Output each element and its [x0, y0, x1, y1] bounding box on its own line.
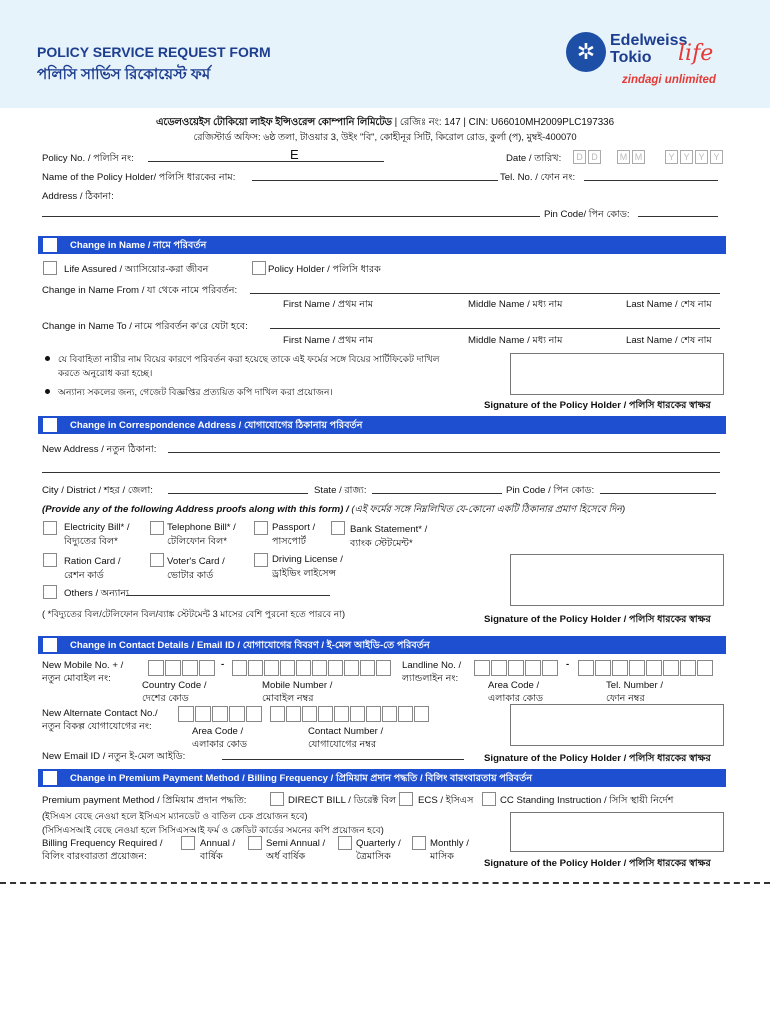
signature-box-address[interactable]	[510, 554, 724, 606]
signature-label: Signature of the Policy Holder / পলিসি ধারকের স্বাক্ষর	[484, 614, 711, 625]
policy-no-field[interactable]	[148, 161, 384, 162]
bullet	[45, 356, 50, 361]
section-change-address: Change in Correspondence Address / যোগাযোগের ঠিকানায় পরিবর্তন	[38, 416, 726, 434]
payment-method-label: Premium payment Method / প্রিমিয়াম প্রদান পদ্ধতি:	[42, 795, 247, 806]
name-to-field[interactable]	[270, 328, 720, 329]
state-field[interactable]	[372, 493, 502, 494]
change-premium-checkbox[interactable]	[43, 771, 57, 785]
name-to-label: Change in Name To / নামে পরিবর্তন ক'রে যেটা হবে:	[42, 321, 248, 332]
policy-holder-checkbox[interactable]	[252, 261, 266, 275]
driving-license-checkbox[interactable]	[254, 553, 268, 567]
electricity-bill-checkbox[interactable]	[43, 521, 57, 535]
change-contact-checkbox[interactable]	[43, 638, 57, 652]
monthly-checkbox[interactable]	[412, 836, 426, 850]
annual-checkbox[interactable]	[181, 836, 195, 850]
section-change-premium: Change in Premium Payment Method / Billing Frequency / প্রিমিয়াম প্রদান পদ্ধতি / বিলিং বারংবারতায় পরিবর্তন	[38, 769, 726, 787]
address-label: Address / ঠিকানা:	[42, 191, 114, 202]
city-label: City / District / শহর / জেলা:	[42, 485, 153, 496]
new-address-field-2[interactable]	[42, 472, 720, 473]
email-field[interactable]	[222, 759, 464, 760]
tel-no-label: Tel. No. / ফোন নং:	[500, 172, 576, 183]
pin-code-field[interactable]	[638, 216, 718, 217]
date-label: Date / তারিখ:	[506, 153, 562, 164]
signature-box-name[interactable]	[510, 353, 724, 395]
voters-card-checkbox[interactable]	[150, 553, 164, 567]
section-change-name: Change in Name / নামে পরিবর্তন	[38, 236, 726, 254]
company-info: এডেলওয়েইস টোকিয়ো লাইফ ইন্সিওরেন্স কোম্পানি লিমিটেড | রেজিঃ নং: 147 | CIN: U66010MH2009PLC197336	[155, 117, 615, 128]
direct-bill-checkbox[interactable]	[270, 792, 284, 806]
telephone-bill-checkbox[interactable]	[150, 521, 164, 535]
bank-statement-checkbox[interactable]	[331, 521, 345, 535]
tel-no-field[interactable]	[584, 180, 718, 181]
passport-checkbox[interactable]	[254, 521, 268, 535]
section-change-contact: Change in Contact Details / Email ID / যোগাযোগের বিবরণ / ই-মেল আইডি-তে পরিবর্তন	[38, 636, 726, 654]
city-field[interactable]	[168, 493, 308, 494]
signature-box-contact[interactable]	[510, 704, 724, 746]
quarterly-checkbox[interactable]	[338, 836, 352, 850]
form-header	[0, 0, 770, 108]
pin-field-2[interactable]	[600, 493, 716, 494]
email-label: New Email ID / নতুন ই-মেল আইডি:	[42, 751, 186, 762]
state-label: State / রাজ্য:	[314, 485, 367, 496]
ration-card-checkbox[interactable]	[43, 553, 57, 567]
form-title-en: POLICY SERVICE REQUEST FORM	[37, 44, 271, 60]
life-assured-checkbox[interactable]	[43, 261, 57, 275]
policy-holder-label: Policy Holder / পলিসি ধারক	[268, 264, 381, 275]
new-address-field-1[interactable]	[168, 452, 720, 453]
signature-box-premium[interactable]	[510, 812, 724, 852]
policy-no-prefix: E	[290, 147, 299, 162]
bullet	[45, 389, 50, 394]
signature-label: Signature of the Policy Holder / পলিসি ধারকের স্বাক্ষর	[484, 753, 711, 764]
signature-label: Signature of the Policy Holder / পলিসি ধারকের স্বাক্ষর	[484, 400, 711, 411]
form-title-bn: পলিসি সার্ভিস রিকোয়েস্ট ফর্ম	[37, 66, 211, 83]
new-address-label: New Address / নতুন ঠিকানা:	[42, 444, 157, 455]
edelweiss-tokio-logo: ✲ Edelweiss Tokio life zindagi unlimited	[566, 32, 730, 90]
proof-instruction: (Provide any of the following Address proofs along with this form) / (এই ফর্মের সঙ্গে নিম্নলিখিত যে-কোনো একটি ঠিকানার প্রমাণ হিসেবে দিন)	[42, 504, 626, 515]
cc-standing-checkbox[interactable]	[482, 792, 496, 806]
address-field[interactable]	[42, 216, 540, 217]
logo-mark-icon: ✲	[566, 32, 606, 72]
holder-name-field[interactable]	[252, 180, 498, 181]
semi-annual-checkbox[interactable]	[248, 836, 262, 850]
others-checkbox[interactable]	[43, 585, 57, 599]
holder-name-label: Name of the Policy Holder/ পলিসি ধারকের নাম:	[42, 172, 236, 183]
change-address-checkbox[interactable]	[43, 418, 57, 432]
cut-line-divider	[0, 882, 770, 884]
name-from-field[interactable]	[250, 293, 720, 294]
life-assured-label: Life Assured / অ্যাসিয়োর-করা জীবন	[64, 264, 209, 275]
others-field[interactable]	[126, 595, 330, 596]
name-from-label: Change in Name From / যা থেকে নামে পরিবর্তন:	[42, 285, 238, 296]
pin-code-label: Pin Code/ পিন কোড:	[544, 209, 630, 220]
change-name-checkbox[interactable]	[43, 238, 57, 252]
policy-no-label: Policy No. / পলিসি নং:	[42, 153, 134, 164]
pin-label-2: Pin Code / পিন কোড:	[506, 485, 595, 496]
registered-office: রেজিস্টার্ড অফিস: ৬ষ্ঠ তলা, টাওয়ার 3, উইং "বি", কোহীনূর সিটি, কিরোল রোড, কুর্লা (প), মুম্বই-400070	[193, 131, 577, 142]
signature-label: Signature of the Policy Holder / পলিসি ধারকের স্বাক্ষর	[484, 858, 711, 869]
ecs-checkbox[interactable]	[399, 792, 413, 806]
proof-note: ( *বিদ্যুতের বিল/টেলিফোন বিল/ব্যাঙ্ক স্টেটমেন্ট 3 মাসের বেশি পুরনো হতে পারবে না)	[42, 609, 346, 619]
